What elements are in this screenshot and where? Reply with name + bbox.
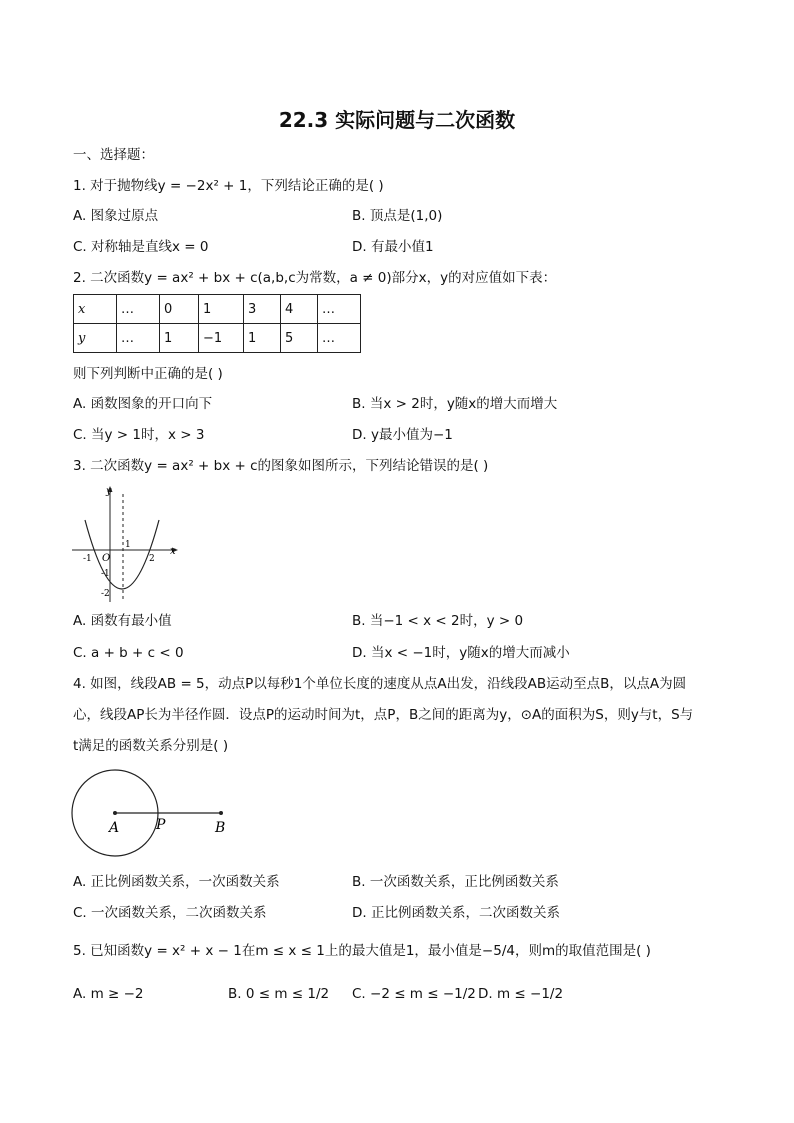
table-cell: 1 (244, 324, 281, 353)
table-cell: … (318, 324, 361, 353)
table-cell: x (74, 295, 117, 324)
q4-stem-line2: 心，线段AP长为半径作圆．设点P的运动时间为t，点P，B之间的距离为y，⊙A的面积为S，则y与t，S与 (73, 707, 694, 723)
tick-label-minus1: -1 (83, 554, 92, 564)
q3-option-c: C. a + b + c < 0 (73, 645, 184, 661)
tick-label-y-minus1: -1 (101, 569, 110, 579)
label-a: A (109, 820, 120, 836)
table-cell: 4 (281, 295, 318, 324)
q4-option-d: D. 正比例函数关系，二次函数关系 (352, 905, 560, 921)
q2-option-b: B. 当x > 2时，y随x的增大而增大 (352, 396, 558, 412)
table-row (74, 295, 361, 324)
q4-option-b: B. 一次函数关系，正比例函数关系 (352, 874, 559, 890)
q2-option-d: D. y最小值为−1 (352, 427, 453, 443)
table-cell: 1 (160, 324, 199, 353)
q1-option-a: A. 图象过原点 (73, 208, 159, 224)
q2-value-table (73, 294, 361, 353)
label-b: B (215, 820, 226, 836)
q2-follow: 则下列判断中正确的是( ) (73, 366, 223, 382)
tick-label-2: 2 (149, 554, 155, 564)
q2-option-c: C. 当y > 1时，x > 3 (73, 427, 205, 443)
q4-option-c: C. 一次函数关系，二次函数关系 (73, 905, 267, 921)
q4-circle-figure (68, 766, 238, 862)
q1-option-c: C. 对称轴是直线x = 0 (73, 239, 209, 255)
q1-stem: 1. 对于抛物线y = −2x² + 1，下列结论正确的是( ) (73, 178, 384, 194)
table-cell: 5 (281, 324, 318, 353)
table-cell: 3 (244, 295, 281, 324)
q4-stem-line1: 4. 如图，线段AB = 5，动点P以每秒1个单位长度的速度从点A出发，沿线段AB运动至点B，以点A为圆 (73, 676, 687, 692)
q3-option-a: A. 函数有最小值 (73, 613, 172, 629)
y-axis-label: y (106, 486, 112, 497)
origin-label: O (102, 553, 111, 564)
q5-option-a: A. m ≥ −2 (73, 986, 144, 1002)
q5-option-b: B. 0 ≤ m ≤ 1/2 (228, 986, 330, 1002)
q4-stem-line3: t满足的函数关系分别是( ) (73, 738, 229, 754)
table-cell: … (117, 324, 160, 353)
q5-option-c: C. −2 ≤ m ≤ −1/2 (352, 986, 476, 1002)
table-row (74, 324, 361, 353)
point-a (113, 811, 117, 815)
q2-stem: 2. 二次函数y = ax² + bx + c(a,b,c为常数，a ≠ 0)部分x，y的对应值如下表： (73, 270, 557, 286)
page-title: 22.3 实际问题与二次函数 (278, 108, 516, 132)
label-p: P (156, 817, 166, 833)
tick-label-y-minus2: -2 (101, 589, 110, 599)
q3-parabola-graph (70, 484, 185, 604)
table-cell: −1 (199, 324, 244, 353)
q4-option-a: A. 正比例函数关系，一次函数关系 (73, 874, 280, 890)
tick-label-1: 1 (125, 540, 131, 550)
table-cell: … (318, 295, 361, 324)
table-cell: 1 (199, 295, 244, 324)
section-heading: 一、选择题： (73, 147, 154, 163)
q2-option-a: A. 函数图象的开口向下 (73, 396, 213, 412)
table-cell: 0 (160, 295, 199, 324)
q3-option-b: B. 当−1 < x < 2时，y > 0 (352, 613, 524, 629)
point-b (219, 811, 223, 815)
q3-option-d: D. 当x < −1时，y随x的增大而减小 (352, 645, 570, 661)
parabola-curve (85, 520, 159, 589)
q5-stem: 5. 已知函数y = x² + x − 1在m ≤ x ≤ 1上的最大值是1，最小值是−5/4，则m的取值范围是( ) (73, 943, 651, 959)
q5-option-d: D. m ≤ −1/2 (478, 986, 564, 1002)
table-cell: y (74, 324, 117, 353)
x-axis-label: x (170, 546, 176, 557)
q1-option-b: B. 顶点是(1,0) (352, 208, 443, 224)
q1-option-d: D. 有最小值1 (352, 239, 434, 255)
table-cell: … (117, 295, 160, 324)
q3-stem: 3. 二次函数y = ax² + bx + c的图象如图所示，下列结论错误的是( ) (73, 458, 489, 474)
